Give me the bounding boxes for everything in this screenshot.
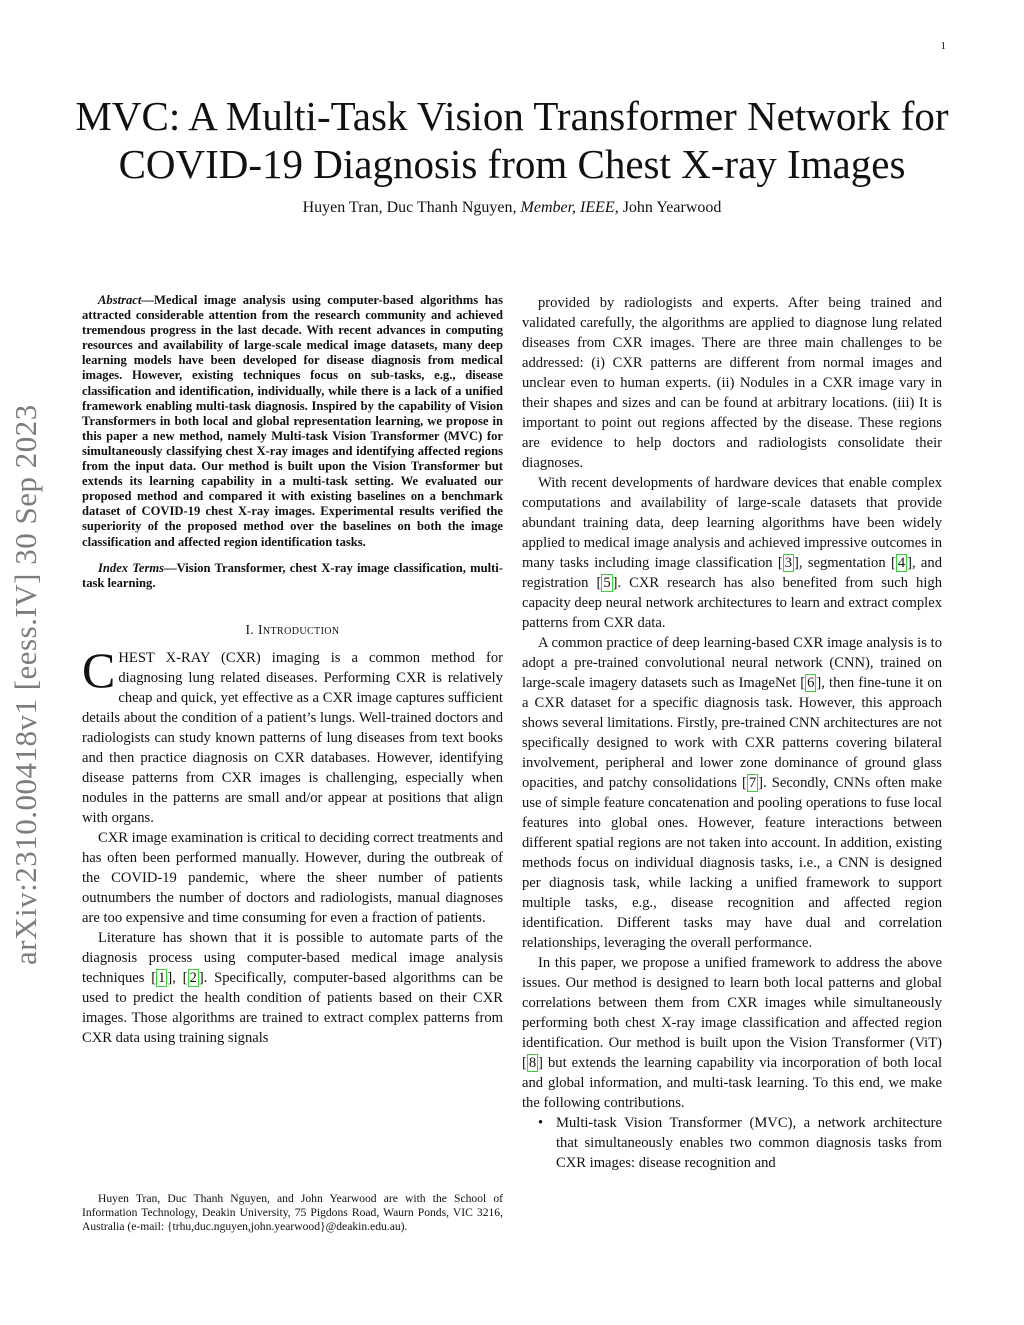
citation-link-5[interactable]: 5 — [603, 575, 611, 591]
contributions-list — [522, 1113, 942, 1173]
citation-link-2[interactable]: 2 — [189, 969, 197, 986]
intro-p3-text-b: ], [ — [167, 969, 188, 986]
abstract — [82, 293, 503, 550]
index-terms-label: Index Terms — [98, 560, 165, 575]
right-paragraph-1: provided by radiologists and experts. After being trained and validated carefully, the algorithms are applied to diagnose lung related diseases from CXR images. There are three main challenges to be addressed: (i) CXR patterns are different from normal images and unclear even to human experts. (ii) Nodules in a CXR image vary in their shapes and sizes and can be found at arbitrary locations. (iii) It is important to point out regions affected by the disease. These regions are evidence to help doctors and radiologists consolidate their diagnoses. — [522, 295, 942, 471]
right-p2-text-c: ], and registration [ — [522, 555, 942, 591]
right-p3-text-c: ]. Secondly, CNNs often make use of simple feature concatenation and pooling operations to fuse local features into global ones. However, feature interactions between different spatial regions are not taken into account. In addition, existing methods focus on individual diagnosis tasks, i.e., a CNN is designed per diagnosis task, while lacking a unified framework to support multiple tasks, e.g., disease recognition and affected region identification. Different tasks may have dual and correlation relationships, leveraging the overall performance. — [522, 775, 942, 951]
author-line — [60, 199, 964, 217]
citation-link-7[interactable]: 7 — [748, 775, 757, 791]
arxiv-stamp: arXiv:2310.00418v1 [eess.IV] 30 Sep 2023 — [8, 404, 43, 965]
section-title: Introduction — [258, 621, 340, 637]
page-number: 1 — [940, 40, 946, 52]
drop-cap: C — [82, 641, 116, 698]
right-paragraph-2 — [522, 473, 942, 633]
right-paragraph-3 — [522, 633, 942, 953]
citation-link-4[interactable]: 4 — [897, 555, 906, 571]
citation-link-8[interactable]: 8 — [528, 1055, 537, 1071]
index-terms-text: —Vision Transformer, chest X-ray image classification, multi-task learning. — [82, 560, 504, 590]
right-column — [522, 293, 942, 1173]
affiliation-footnote: Huyen Tran, Duc Thanh Nguyen, and John Yearwood are with the School of Information Technology, Deakin University, 75 Pigdons Road, Waurn Ponds, VIC 3216, Australia (e-mail: {trhu,duc.nguyen,john.yearwood}@deakin.edu.au). — [82, 1192, 503, 1233]
author-names-a: Huyen Tran, Duc Thanh Nguyen, — [302, 199, 517, 216]
right-p2-text-b: ], segmentation [ — [794, 555, 896, 571]
citation-link-6[interactable]: 6 — [807, 675, 815, 691]
intro-paragraph-1 — [82, 641, 503, 828]
left-column — [82, 293, 503, 1048]
section-heading — [82, 620, 503, 640]
right-p2-text-a: With recent developments of hardware devices that enable complex computations and availability of large-scale datasets that provide abundant training data, deep learning algorithms have been widely applied to medical image analysis and achieved impressive outcomes in many tasks including image classification [ — [522, 475, 942, 571]
right-paragraph-4 — [522, 953, 942, 1113]
section-number: I. — [245, 621, 255, 637]
author-names-b: John Yearwood — [622, 199, 722, 216]
right-p4-text-a: In this paper, we propose a unified framework to address the above issues. Our method is designed to learn both local patterns and global correlations between them from CXR images while simultaneously performing both chest X-ray image classification and affected region identification. Our method is built upon the Vision Transformer (ViT) [ — [522, 955, 942, 1071]
abstract-label: Abstract — [98, 293, 142, 307]
intro-p3-text-c: ]. Specifically, computer-based algorithms can be used to predict the health condition of patients based on their CXR images. Those algorithms are trained to extract complex patterns from CXR data using training signals — [82, 969, 503, 1046]
intro-paragraph-2: CXR image examination is critical to deciding correct treatments and has often been performed manually. However, during the outbreak of the COVID-19 pandemic, where the sheer number of patients outnumbers the number of doctors and radiologists, manual diagnoses are too expensive and time consuming for even a fraction of patients. — [82, 829, 503, 926]
right-p3-text-a: A common practice of deep learning-based CXR image analysis is to adopt a pre-trained convolutional neural network (CNN), trained on large-scale imagery datasets such as ImageNet [ — [522, 635, 942, 691]
paper-title: MVC: A Multi-Task Vision Transformer Network for COVID-19 Diagnosis from Chest X-ray Images — [75, 93, 949, 187]
right-p2-text-d: ]. CXR research has also benefited from such high capacity deep neural network architectures to learn and extract complex patterns from CXR data. — [522, 575, 942, 631]
intro-paragraph-3 — [82, 928, 503, 1048]
citation-link-1[interactable]: 1 — [158, 969, 166, 986]
intro-p3-text-a: Literature has shown that it is possible to automate parts of the diagnosis process using computer-based medical image analysis techniques [ — [82, 929, 503, 986]
contribution-item: • Multi-task Vision Transformer (MVC), a network architecture that simultaneously enables two common diagnosis tasks from CXR images: disease recognition and — [556, 1113, 942, 1173]
right-p4-text-b: ] but extends the learning capability via incorporation of both local and global information, and multi-task learning. To this end, we make the following contributions. — [522, 1055, 942, 1111]
intro-p1-text: HEST X-RAY (CXR) imaging is a common method for diagnosing lung related diseases. Performing CXR is relatively cheap and quick, yet effective as a CXR image captures sufficient details about the condition of a patient’s lungs. Well-trained doctors and radiologists can study known patterns of lung diseases from text books and then practice diagnosis on CXR databases. However, identifying disease patterns from CXR images is challenging, especially when nodules in the patterns are small and/or appear at positions that align with organs. — [82, 649, 503, 826]
abstract-text: —Medical image analysis using computer-based algorithms has attracted considerable attention from the research community and achieved tremendous progress in the last decade. With recent advances in computing resources and availability of large-scale medical image datasets, many deep learning models have been developed for disease diagnosis from medical images. However, existing techniques focus on sub-tasks, e.g., disease classification and identification, individually, while there is a lack of a unified framework enabling multi-task diagnosis. Inspired by the capability of Vision Transformers in both local and global representation learning, we propose in this paper a new method, namely Multi-task Vision Transformer (MVC) for simultaneously classifying chest X-ray images and identifying affected regions from the input data. Our method is built upon the Vision Transformer but extends its learning capability in a multi-task setting. We evaluated our proposed method and compared it with existing baselines on a benchmark dataset of COVID-19 chest X-ray images. Experimental results verified the superiority of the proposed method over the baselines on both the image classification and affected region identification tasks. — [82, 293, 503, 549]
author-membership: Member, IEEE, — [520, 199, 619, 216]
right-p3-text-b: ], then fine-tune it on a CXR dataset for a specific diagnosis task. However, this approach shows several limitations. Firstly, pre-trained CNN architectures are not specifically designed to work with CXR patterns covering bilateral involvement, peripheral and lower zone dominance of ground glass opacities, and patchy consolidations [ — [522, 675, 942, 791]
citation-link-3[interactable]: 3 — [784, 555, 793, 571]
index-terms — [82, 561, 503, 591]
